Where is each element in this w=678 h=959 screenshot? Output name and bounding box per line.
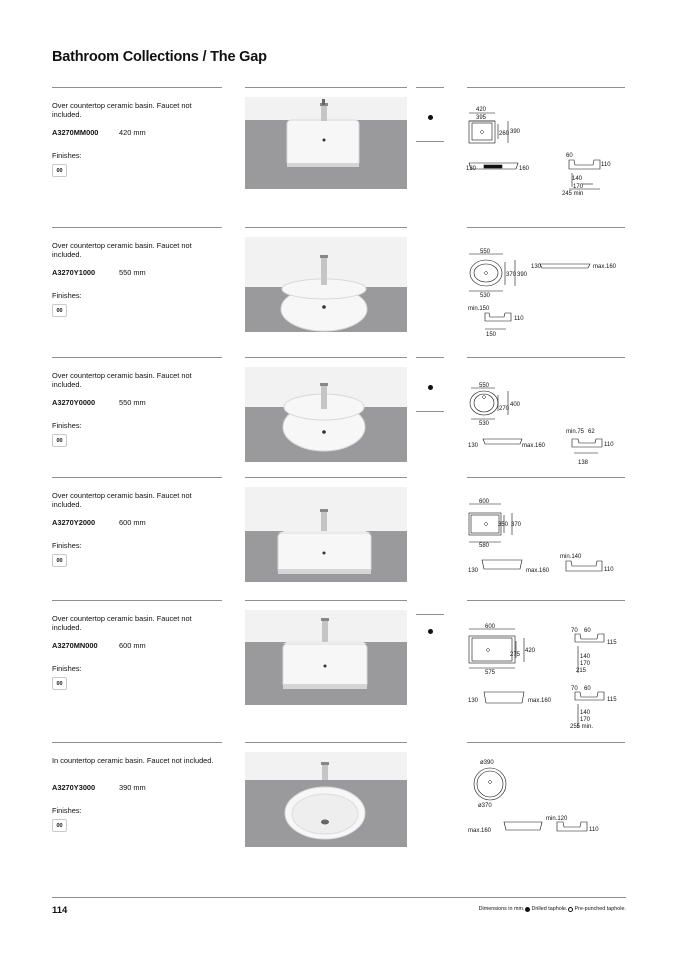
finish-swatch[interactable]: 00 — [52, 554, 67, 567]
drilled-taphole-icon — [525, 907, 530, 912]
dim-label: ø370 — [478, 803, 492, 809]
divider — [416, 411, 444, 412]
footer-divider — [52, 897, 626, 898]
product-size: 550 mm — [119, 268, 146, 277]
dim-label: 170 — [580, 717, 591, 723]
dim-label: 110 — [514, 316, 524, 322]
dim-label: 580 — [479, 543, 490, 549]
finish-swatch[interactable]: 00 — [52, 819, 67, 832]
divider — [467, 742, 625, 743]
product-photo — [245, 367, 407, 462]
divider — [467, 87, 625, 88]
finishes-label: Finishes: — [52, 541, 82, 550]
product-code-row — [52, 268, 146, 277]
divider — [52, 477, 222, 478]
product-photo — [245, 237, 407, 332]
divider — [52, 227, 222, 228]
dim-label: 245 min — [562, 191, 584, 197]
product-code: A3270Y2000 — [52, 518, 96, 527]
product-size: 420 mm — [119, 128, 146, 137]
dim-label: min.150 — [468, 306, 490, 312]
finish-swatch[interactable]: 00 — [52, 434, 67, 447]
finish-swatch[interactable]: 00 — [52, 304, 67, 317]
divider — [52, 87, 222, 88]
finishes-label: Finishes: — [52, 291, 82, 300]
product-entry — [0, 357, 678, 477]
product-description: In countertop ceramic basin. Faucet not included. — [52, 756, 214, 765]
divider — [467, 477, 625, 478]
dim-label: 550 — [479, 383, 490, 389]
dim-label: min.120 — [546, 816, 568, 822]
dim-label: 110 — [604, 442, 614, 448]
dim-label: 140 — [580, 710, 591, 716]
dim-label: 60 — [566, 153, 573, 159]
dim-label: 60 — [584, 686, 591, 692]
footnote-prepunched: Pre-punched taphole. — [574, 906, 626, 912]
divider — [52, 742, 222, 743]
dim-label: max.160 — [468, 828, 492, 834]
dimension-drawing — [462, 608, 628, 738]
product-description: Over countertop ceramic basin. Faucet not included. — [52, 491, 192, 510]
dim-label: 260 — [499, 131, 510, 137]
dim-label: 420 — [476, 107, 487, 113]
dim-label: 170 — [580, 661, 591, 667]
product-photo — [245, 97, 407, 189]
divider — [416, 141, 444, 142]
dim-label: 130 — [468, 698, 479, 704]
divider — [416, 357, 444, 358]
dim-label: 575 — [485, 670, 496, 676]
product-code-row — [52, 128, 146, 137]
page-title: Bathroom Collections / The Gap — [52, 49, 267, 65]
dim-label: 600 — [485, 624, 496, 630]
dim-label: 110 — [589, 827, 599, 833]
product-description: Over countertop ceramic basin. Faucet not included. — [52, 241, 192, 260]
footnote-drilled: Drilled taphole. — [531, 906, 568, 912]
divider — [245, 742, 407, 743]
dim-label: 130 — [466, 166, 477, 172]
product-code: A3270Y1000 — [52, 268, 96, 277]
product-description: Over countertop ceramic basin. Faucet not included. — [52, 101, 192, 120]
product-entry — [0, 477, 678, 597]
divider — [416, 614, 444, 615]
footnote — [479, 906, 626, 912]
dim-label: max.160 — [593, 264, 617, 270]
dim-label: min.140 — [560, 554, 582, 560]
dim-label: 600 — [479, 499, 490, 505]
dim-label: 130 — [468, 568, 479, 574]
footnote-dimensions: Dimensions in mm. — [478, 906, 525, 912]
product-photo — [245, 610, 407, 705]
dim-label: 530 — [480, 293, 491, 299]
dim-label: 130 — [468, 443, 479, 449]
finishes-label: Finishes: — [52, 421, 82, 430]
drilled-taphole-icon — [428, 385, 433, 390]
dim-label: 350 — [498, 522, 509, 528]
dimension-drawing — [462, 485, 628, 600]
dim-label: 138 — [578, 460, 589, 466]
product-code-row — [52, 641, 146, 650]
dimension-drawing — [462, 95, 628, 210]
product-description: Over countertop ceramic basin. Faucet not included. — [52, 614, 192, 633]
dimension-drawing — [462, 235, 628, 350]
dim-label: 420 — [525, 648, 536, 654]
dim-label: 215 — [576, 668, 587, 674]
product-size: 390 mm — [119, 783, 146, 792]
dim-label: 160 — [519, 166, 530, 172]
product-code: A3270Y0000 — [52, 398, 96, 407]
dimension-drawing — [462, 365, 628, 480]
dim-label: ø390 — [480, 760, 494, 766]
drilled-taphole-icon — [428, 115, 433, 120]
dim-label: 115 — [607, 697, 617, 703]
product-description: Over countertop ceramic basin. Faucet not included. — [52, 371, 192, 390]
dim-label: 270 — [499, 406, 510, 412]
divider — [416, 87, 444, 88]
product-code: A3270MM000 — [52, 128, 99, 137]
product-size: 600 mm — [119, 641, 146, 650]
divider — [245, 357, 407, 358]
dim-label: 400 — [510, 402, 521, 408]
dim-label: 150 — [486, 332, 497, 338]
divider — [52, 357, 222, 358]
dim-label: max.160 — [522, 443, 546, 449]
divider — [245, 600, 407, 601]
dim-label: 62 — [588, 429, 595, 435]
dim-label: 390 — [517, 272, 528, 278]
drilled-taphole-icon — [428, 629, 433, 634]
finishes-label: Finishes: — [52, 151, 82, 160]
dim-label: max.160 — [526, 568, 550, 574]
dim-label: 170 — [573, 184, 584, 190]
product-entry — [0, 742, 678, 862]
dim-label: 395 — [476, 115, 487, 121]
divider — [467, 357, 625, 358]
dim-label: 110 — [604, 567, 614, 573]
page-number: 114 — [52, 905, 68, 916]
dim-label: min.75 — [566, 429, 585, 435]
product-entry — [0, 227, 678, 347]
product-code: A3270Y3000 — [52, 783, 96, 792]
product-size: 600 mm — [119, 518, 146, 527]
finishes-label: Finishes: — [52, 806, 82, 815]
dim-label: 530 — [479, 421, 490, 427]
dim-label: 255 min. — [570, 724, 594, 730]
dim-label: 70 — [571, 628, 578, 634]
divider — [467, 600, 625, 601]
divider — [245, 477, 407, 478]
product-entry — [0, 600, 678, 740]
product-entry — [0, 87, 678, 207]
dim-label: 115 — [607, 640, 617, 646]
product-code-row — [52, 518, 146, 527]
pre-punched-taphole-icon — [568, 907, 573, 912]
divider — [245, 227, 407, 228]
dim-label: 275 — [510, 652, 521, 658]
dim-label: 130 — [531, 264, 542, 270]
dim-label: 140 — [580, 654, 591, 660]
dim-label: max.160 — [528, 698, 552, 704]
dim-label: 140 — [572, 176, 583, 182]
product-code-row — [52, 398, 146, 407]
finish-swatch[interactable]: 00 — [52, 164, 67, 177]
dim-label: 390 — [510, 129, 521, 135]
divider — [467, 227, 625, 228]
dim-label: 370 — [506, 272, 517, 278]
product-photo — [245, 752, 407, 847]
dim-label: 70 — [571, 686, 578, 692]
divider — [245, 87, 407, 88]
finish-swatch[interactable]: 00 — [52, 677, 67, 690]
product-photo — [245, 487, 407, 582]
dimension-drawing — [462, 750, 628, 865]
dim-label: 550 — [480, 249, 491, 255]
dim-label: 110 — [601, 162, 611, 168]
dim-label: 60 — [584, 628, 591, 634]
divider — [52, 600, 222, 601]
dim-label: 370 — [511, 522, 522, 528]
product-code-row — [52, 783, 146, 792]
product-size: 550 mm — [119, 398, 146, 407]
product-code: A3270MN000 — [52, 641, 98, 650]
finishes-label: Finishes: — [52, 664, 82, 673]
